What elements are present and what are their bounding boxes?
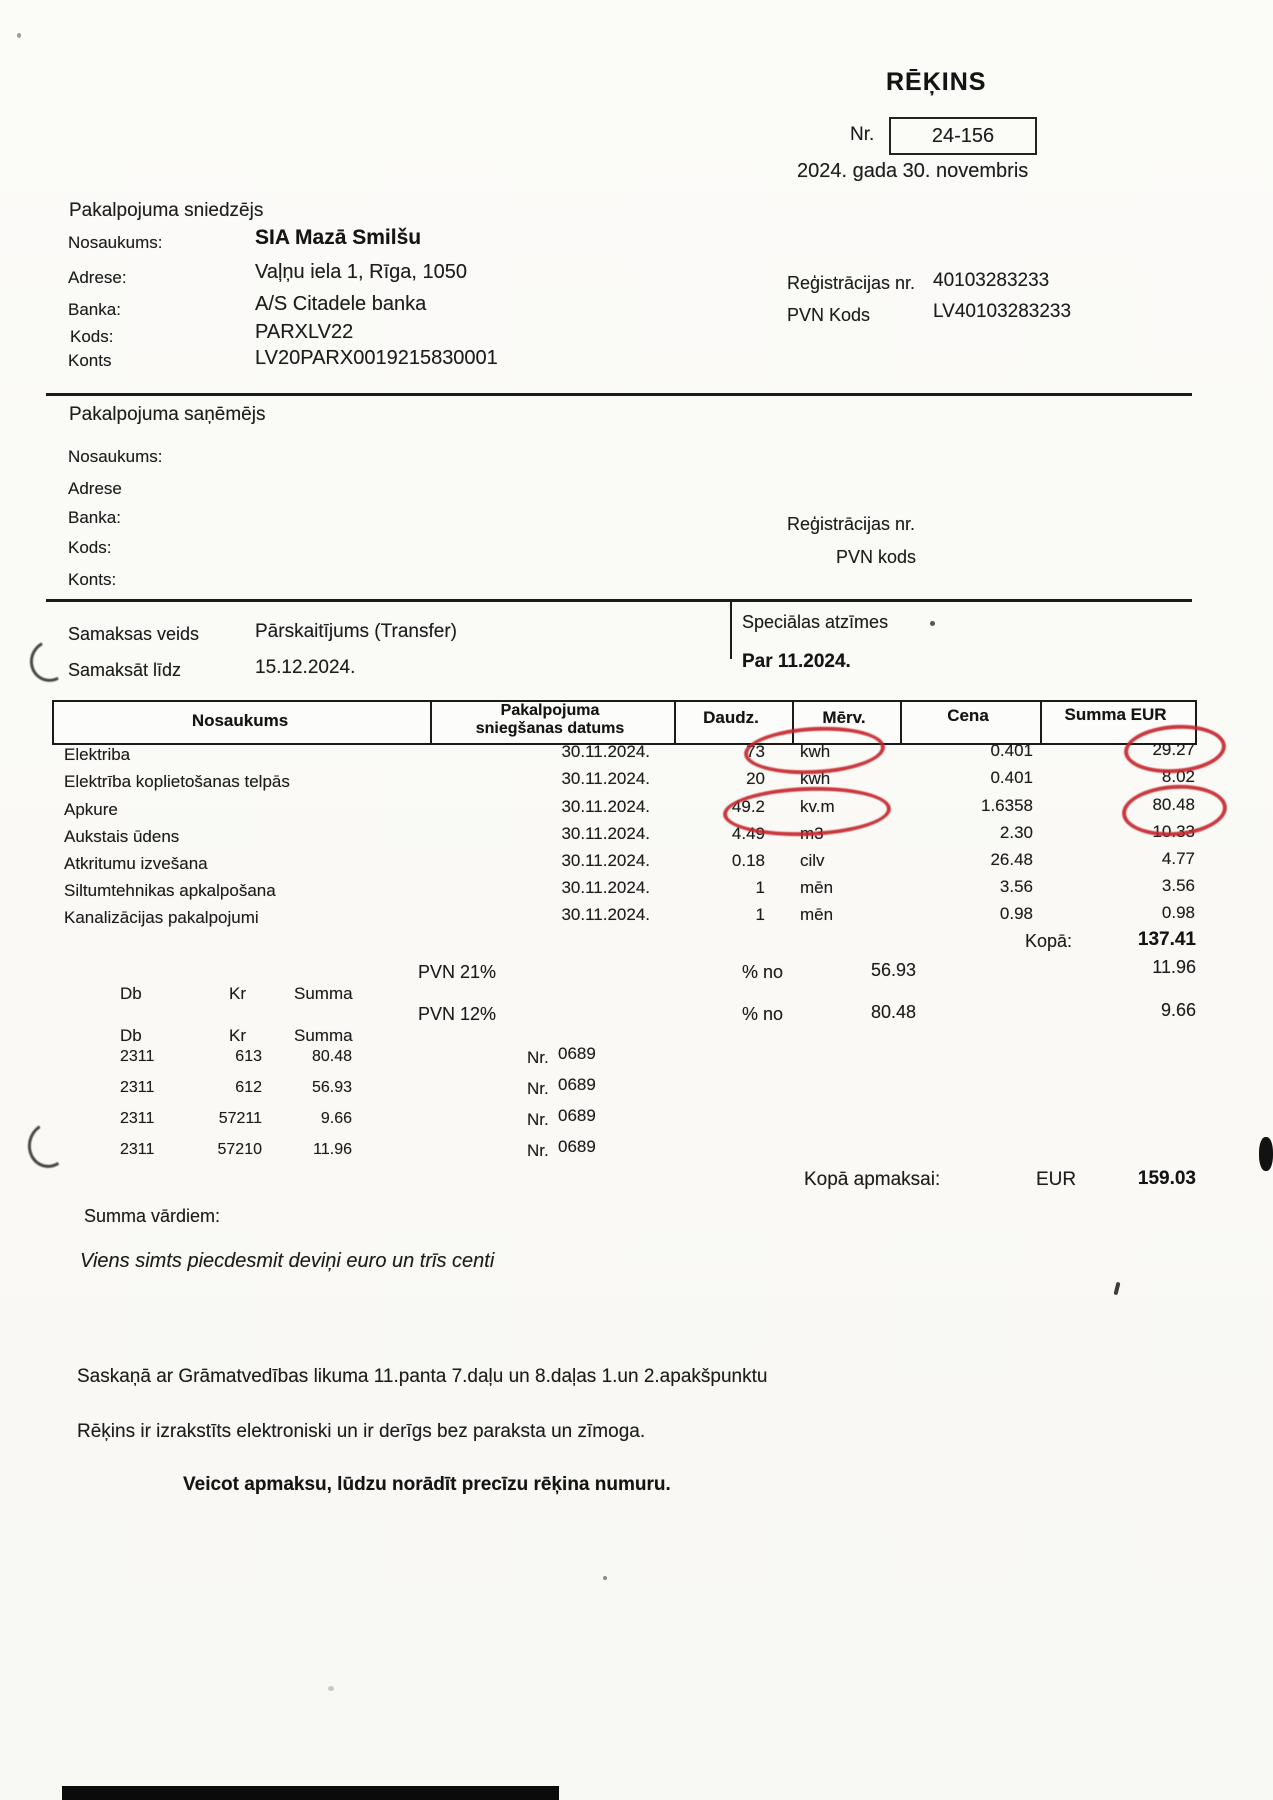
provider-label-banka: Banka: bbox=[68, 300, 121, 319]
service-date: 30.11.2024. bbox=[561, 769, 650, 788]
recipient-section-title: Pakalpojuma saņēmējs bbox=[69, 404, 266, 425]
column-header-sum: Summa EUR bbox=[1064, 705, 1167, 724]
vat12-label: PVN 12% bbox=[418, 1004, 497, 1024]
grand-total-label: Kopā apmaksai: bbox=[804, 1169, 941, 1190]
service-date: 30.11.2024. bbox=[561, 851, 650, 870]
service-unit: kwh bbox=[800, 769, 831, 788]
scan-artifact-bottom-strip bbox=[62, 1786, 559, 1800]
service-price: 3.56 bbox=[999, 877, 1033, 896]
invoice-number-box bbox=[889, 117, 1037, 155]
acct-header2-summa: Summa bbox=[294, 1026, 353, 1045]
scan-artifact-smudge bbox=[328, 1686, 334, 1691]
recipient-reg-label: Reģistrācijas nr. bbox=[787, 514, 916, 534]
provider-reg-value: 40103283233 bbox=[933, 270, 1050, 291]
grand-total-currency: EUR bbox=[1036, 1169, 1077, 1190]
acct-kr: 613 bbox=[235, 1048, 262, 1065]
acct-summa: 80.48 bbox=[311, 1048, 352, 1065]
payment-method-label: Samaksas veids bbox=[68, 624, 200, 644]
recipient-label-konts: Konts: bbox=[68, 570, 117, 589]
service-price: 0.98 bbox=[999, 904, 1033, 923]
invoice-number-label: Nr. bbox=[850, 124, 875, 145]
service-name: Aukstais ūdens bbox=[64, 827, 180, 846]
service-name: Apkure bbox=[64, 800, 118, 819]
service-date: 30.11.2024. bbox=[561, 824, 650, 843]
service-qty: 1 bbox=[755, 905, 765, 924]
divider-line-2 bbox=[46, 599, 1192, 602]
provider-label-kods: Kods: bbox=[70, 327, 114, 346]
column-header-qty: Daudz. bbox=[703, 708, 759, 727]
services-total-label: Kopā: bbox=[1025, 931, 1073, 951]
scan-artifact-edge-blob bbox=[1259, 1137, 1273, 1171]
service-sum: 3.56 bbox=[1161, 876, 1195, 895]
acct-kr: 57210 bbox=[217, 1141, 262, 1158]
service-name: Kanalizācijas pakalpojumi bbox=[64, 908, 259, 927]
service-qty: 1 bbox=[755, 878, 765, 897]
acct-kr: 57211 bbox=[218, 1110, 262, 1127]
column-header-date-line1: Pakalpojuma bbox=[500, 702, 600, 719]
service-unit: cilv bbox=[800, 851, 825, 870]
service-date: 30.11.2024. bbox=[561, 905, 650, 924]
column-header-price: Cena bbox=[947, 706, 989, 725]
service-unit: mēn bbox=[800, 905, 834, 924]
provider-label-nosaukums: Nosaukums: bbox=[68, 233, 163, 252]
acct-header1-kr: Kr bbox=[229, 984, 246, 1003]
service-name: Siltumtehnikas apkalpošana bbox=[64, 881, 276, 900]
service-unit: m3 bbox=[800, 824, 824, 843]
acct-nr-label: Nr. bbox=[527, 1110, 549, 1129]
acct-nr-value: 0689 bbox=[558, 1137, 596, 1156]
amount-in-words-label: Summa vārdiem: bbox=[84, 1206, 221, 1226]
service-price: 0.401 bbox=[990, 768, 1033, 787]
provider-vat-value: LV40103283233 bbox=[933, 301, 1072, 322]
service-sum: 29.27 bbox=[1152, 740, 1195, 759]
service-unit: kwh bbox=[800, 742, 831, 761]
provider-address: Vaļņu iela 1, Rīga, 1050 bbox=[255, 261, 468, 283]
annotation-circle-qty-row3 bbox=[722, 784, 892, 839]
service-unit: kv.m bbox=[800, 797, 835, 816]
divider-line-1 bbox=[46, 393, 1192, 396]
service-name: Elektrība koplietošanas telpās bbox=[64, 772, 290, 791]
footer-payment-note: Veicot apmaksu, lūdzu norādīt precīzu rēķina numuru. bbox=[183, 1474, 671, 1495]
service-sum: 0.98 bbox=[1161, 903, 1195, 922]
grand-total-amount: 159.03 bbox=[1137, 1168, 1196, 1189]
acct-nr-label: Nr. bbox=[527, 1079, 549, 1098]
provider-label-konts: Konts bbox=[68, 351, 112, 370]
recipient-label-banka: Banka: bbox=[68, 508, 121, 527]
payment-section-divider bbox=[730, 601, 732, 659]
acct-nr-label: Nr. bbox=[527, 1048, 549, 1067]
acct-header2-kr: Kr bbox=[229, 1026, 246, 1045]
provider-bank-code: PARXLV22 bbox=[255, 321, 354, 343]
vat21-label: PVN 21% bbox=[418, 962, 497, 982]
service-sum: 80.48 bbox=[1152, 795, 1195, 814]
acct-nr-label: Nr. bbox=[527, 1141, 549, 1160]
service-price: 1.6358 bbox=[981, 796, 1033, 815]
service-name: Atkritumu izvešana bbox=[64, 854, 208, 873]
scan-artifact-dot-2 bbox=[17, 33, 21, 38]
service-date: 30.11.2024. bbox=[561, 742, 650, 761]
acct-summa: 11.96 bbox=[313, 1141, 352, 1158]
acct-db: 2311 bbox=[120, 1079, 155, 1096]
service-price: 2.30 bbox=[999, 823, 1033, 842]
service-price: 0.401 bbox=[990, 741, 1033, 760]
acct-nr-value: 0689 bbox=[558, 1106, 596, 1125]
recipient-label-kods: Kods: bbox=[68, 538, 112, 557]
column-header-unit: Mērv. bbox=[822, 708, 866, 727]
service-date: 30.11.2024. bbox=[561, 878, 650, 897]
acct-nr-value: 0689 bbox=[558, 1075, 596, 1094]
service-qty: 49.2 bbox=[731, 797, 765, 816]
vat21-amount: 11.96 bbox=[1152, 957, 1196, 977]
acct-nr-value: 0689 bbox=[558, 1044, 596, 1063]
vat21-pct-label: % no bbox=[742, 962, 784, 982]
acct-header1-summa: Summa bbox=[294, 984, 353, 1003]
footer-electronic-note: Rēķins ir izrakstīts elektroniski un ir derīgs bez paraksta un zīmoga. bbox=[77, 1421, 646, 1442]
special-notes-value: Par 11.2024. bbox=[742, 651, 851, 672]
service-qty: 73 bbox=[746, 742, 765, 761]
recipient-vat-label: PVN kods bbox=[836, 547, 917, 567]
vat12-amount: 9.66 bbox=[1160, 1000, 1196, 1020]
amount-in-words-text: Viens simts piecdesmit deviņi euro un trīs centi bbox=[80, 1250, 495, 1272]
service-date: 30.11.2024. bbox=[561, 797, 650, 816]
column-header-name: Nosaukums bbox=[191, 711, 289, 730]
scan-artifact-tick-mark bbox=[1113, 1282, 1120, 1296]
vat12-base: 80.48 bbox=[870, 1002, 916, 1022]
recipient-label-nosaukums: Nosaukums: bbox=[68, 447, 163, 466]
acct-db: 2311 bbox=[120, 1141, 155, 1158]
services-total-value: 137.41 bbox=[1137, 929, 1196, 950]
acct-db: 2311 bbox=[120, 1048, 155, 1065]
service-sum: 8.02 bbox=[1161, 767, 1195, 786]
acct-header1-db: Db bbox=[120, 984, 142, 1003]
scan-artifact-dot-3 bbox=[603, 1576, 607, 1580]
acct-db: 2311 bbox=[120, 1110, 155, 1127]
acct-header2-db: Db bbox=[120, 1026, 142, 1045]
acct-summa: 56.93 bbox=[311, 1079, 352, 1096]
service-qty: 0.18 bbox=[731, 851, 765, 870]
provider-bank: A/S Citadele banka bbox=[255, 293, 427, 315]
footer-law-reference: Saskaņā ar Grāmatvedības likuma 11.panta 7.daļu un 8.daļas 1.un 2.apakšpunktu bbox=[77, 1366, 768, 1387]
service-qty: 4.49 bbox=[731, 824, 765, 843]
service-sum: 10.33 bbox=[1152, 822, 1195, 841]
scan-artifact-pen-arc-2 bbox=[23, 1118, 75, 1173]
provider-reg-label: Reģistrācijas nr. bbox=[787, 273, 916, 293]
invoice-title: RĒĶINS bbox=[886, 68, 987, 96]
service-price: 26.48 bbox=[990, 850, 1033, 869]
provider-label-adrese: Adrese: bbox=[68, 268, 127, 287]
recipient-label-adrese: Adrese bbox=[68, 479, 122, 498]
service-qty: 20 bbox=[746, 769, 765, 788]
invoice-date: 2024. gada 30. novembris bbox=[797, 160, 1029, 182]
payment-method-value: Pārskaitījums (Transfer) bbox=[255, 621, 457, 642]
scan-artifact-dot-1 bbox=[930, 621, 935, 626]
payment-due-value: 15.12.2024. bbox=[255, 657, 356, 678]
vat21-base: 56.93 bbox=[870, 960, 916, 980]
service-unit: mēn bbox=[800, 878, 834, 897]
invoice-number: 24-156 bbox=[931, 124, 995, 147]
acct-kr: 612 bbox=[235, 1079, 262, 1096]
service-sum: 4.77 bbox=[1161, 849, 1195, 868]
provider-account: LV20PARX0019215830001 bbox=[255, 347, 498, 369]
column-header-date-line2: sniegšanas datums bbox=[475, 720, 625, 737]
vat12-pct-label: % no bbox=[742, 1004, 784, 1024]
special-notes-label: Speciālas atzīmes bbox=[742, 612, 889, 632]
provider-vat-label: PVN Kods bbox=[787, 305, 871, 325]
acct-summa: 9.66 bbox=[320, 1110, 352, 1127]
service-name: Elektriba bbox=[64, 745, 131, 764]
provider-section-title: Pakalpojuma sniedzējs bbox=[69, 200, 264, 221]
provider-name: SIA Mazā Smilšu bbox=[255, 226, 422, 249]
payment-due-label: Samaksāt līdz bbox=[68, 660, 182, 680]
